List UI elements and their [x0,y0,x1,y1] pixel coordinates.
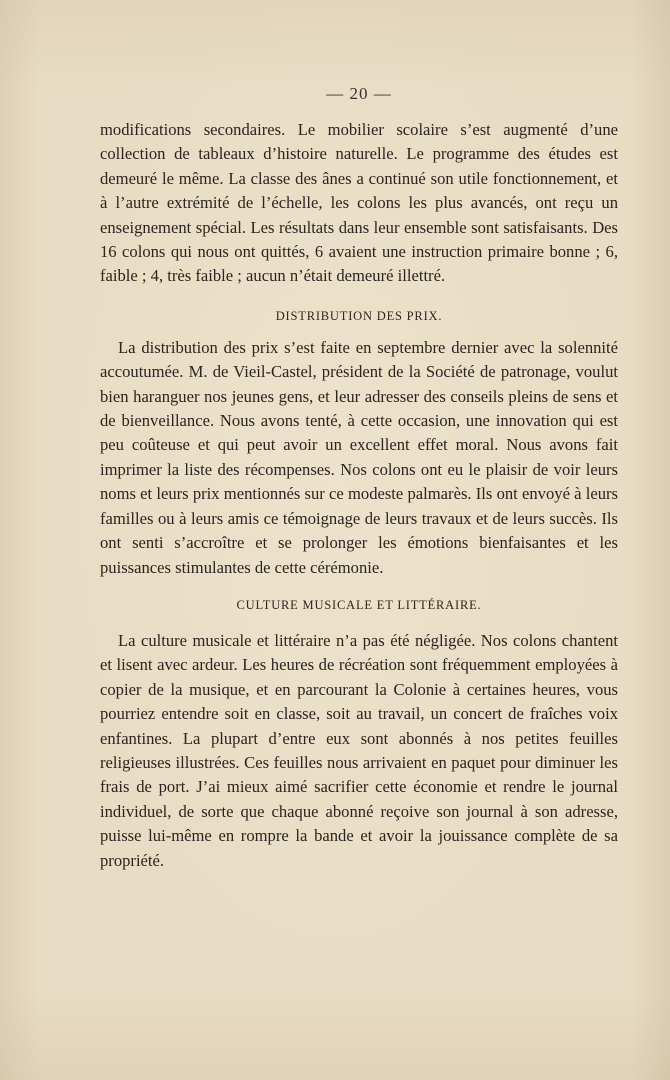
paragraph-school-modifications: modifications secondaires. Le mobilier scolaire s’est augmenté d’une collection de tableaux d’histoire naturelle. Le programme des études est demeuré le même. La classe des ânes a continué son utile fonctionnement, et à l’autre extrémité de l’échelle, les colons les plus avancés, ont reçu un enseignement spécial. Les résultats dans leur ensemble sont satisfaisants. Des 16 colons qui nous ont quittés, 6 avaient une instruction primaire bonne ; 6, faible ; 4, très faible ; aucun n’était demeuré illettré. [100,120,618,286]
section-heading-prize-distribution: DISTRIBUTION DES PRIX. [275,308,443,323]
paragraph-music-literature: La culture musicale et littéraire n’a pas été négligée. Nos colons chantent et lisent avec ardeur. Les heures de récréation sont fréquemment employées à copier de la musique, et en parcourant la Colonie à certaines heures, vous pourriez entendre soit en classe, soit au travail, un concert de fraîches voix enfantines. La plupart d’entre eux sont abonnés à nos petites feuilles religieuses illustrées. Ces feuilles nous arrivaient en paquet pour diminuer les frais de port. J’ai mieux aimé sacrifier cette économie et rendre le journal individuel, de sorte que chaque abonné reçoive son journal à son adresse, puisse lui-même en rompre la bande et avoir la jouissance complète de sa propriété. [100,630,618,870]
paragraph-prize-distribution: La distribution des prix s’est faite en septembre dernier avec la solennité accoutumée. M. de Vieil-Castel, président de la Société de patronage, voulut bien haranguer nos jeunes gens, et leur adresser des conseils pleins de sens et de bienveillance. Nous avons tenté, à cette occasion, une innovation qui est peu coûteuse et qui peut avoir un excellent effet moral. Nous avons fait imprimer la liste des récompenses. Nos colons ont eu le plaisir de voir leurs noms et leurs prix mentionnés sur ce modeste palmarès. Ils ont envoyé à leurs familles ou à leurs amis ce témoignage de leurs travaux et de leurs succès. Ils ont senti s’accroître et se prolonger les émotions bienfaisantes et les puissances stimulantes de cette cérémonie. [100,337,618,577]
section-heading-music-literature: CULTURE MUSICALE ET LITTÉRAIRE. [236,597,482,612]
page-number: — 20 — [326,84,392,103]
document-page [100,84,618,873]
